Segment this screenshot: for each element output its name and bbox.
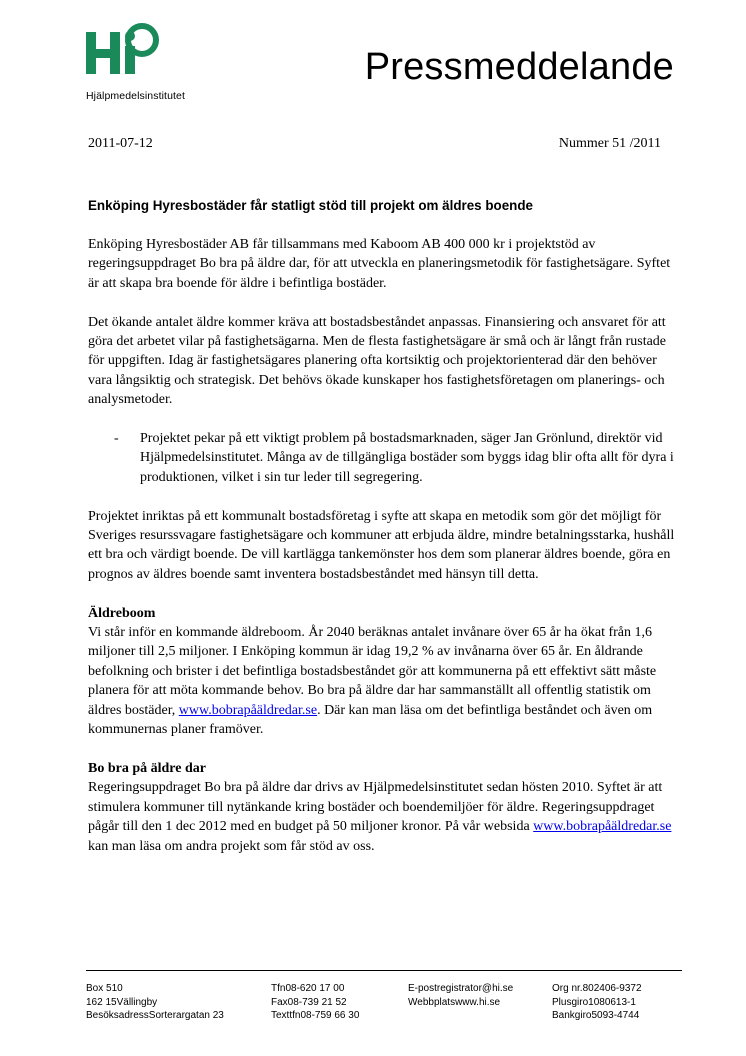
footer-line: 162 15Vällingby xyxy=(86,996,158,1008)
footer-line: Plusgiro1080613-1 xyxy=(552,996,636,1008)
footer-email[interactable]: E-postregistrator@hi.se xyxy=(408,983,514,994)
footer-line: BesöksadressSorterargatan 23 xyxy=(86,1010,224,1021)
footer-line: Bankgiro5093-4744 xyxy=(552,1010,640,1021)
footer-website[interactable]: Webbplatswww.hi.se xyxy=(408,996,501,1008)
section-text: Vi står inför en kommande äldreboom. År 2040 beräknas antalet invånare över 65 år ha ökat från 1,6 miljoner till 2,5 miljoner. I Enköping kommun är idag 19,2 % av invånarna över 65 år. En åldrande befolkning och brister i det befintliga bostadsbeståndet gör att kommunerna på ett effektivt sätt måste planera för att möta kommande behov. Bo bra på äldre dar har sammanställt all offentlig statistik om äldres bostäder, xyxy=(88,625,657,718)
release-date: 2011-07-12 xyxy=(88,136,153,151)
footer-divider xyxy=(86,970,682,971)
bullet-dash: - xyxy=(114,431,119,447)
section-text: Regeringsuppdraget Bo bra på äldre dar drivs av Hjälpmedelsinstitutet sedan hösten 2010. Syftet är att stimulera kommuner till nytänkande kring bostäder och boendemiljöer för äldre. Regeringsuppdraget pågår till den 1 dec 2012 med en budget på 50 miljoner kronor. På vår websida xyxy=(88,780,663,835)
section-bo-bra xyxy=(88,759,680,856)
footer-contact xyxy=(408,982,513,1009)
page-title: Pressmeddelande xyxy=(364,46,674,88)
headline: Enköping Hyresbostäder får statligt stöd till projekt om äldres boende xyxy=(88,198,533,213)
paragraph-2: Det ökande antalet äldre kommer kräva att bostadsbeståndet anpassas. Finansiering och ansvaret för att göra det arbetet vilar på fastighetsägarna. Men de flesta fastighetsägare är små och är långt från rustade för uppgiften. Idag är fastighetsägares planering ofta kortsiktig och projektorienterad där den behöver vara långsiktig och strategisk. Det behövs ökade kunskaper hos fastighetsföretagen om planerings- och analysmetoder. xyxy=(88,314,667,408)
quote-bullet xyxy=(114,429,680,487)
article-body xyxy=(88,235,680,875)
footer-line: Fax08-739 21 52 xyxy=(271,996,347,1008)
footer-line: Tfn08-620 17 00 xyxy=(271,983,345,994)
footer-address xyxy=(86,982,224,1023)
paragraph-1: Enköping Hyresbostäder AB får tillsammans med Kaboom AB 400 000 kr i projektstöd av regeringsuppdraget Bo bra på äldre dar, för att utveckla en planeringsmetodik för fastighetsägare. Syftet är att skapa bra boende för äldre i befintliga bostäder. xyxy=(88,237,671,291)
footer-bank xyxy=(552,982,642,1023)
section-text: . Där kan man läsa om det befintliga beståndet och även om kommunernas planer framöver. xyxy=(88,702,653,738)
website-link[interactable]: www.bobrapåäldredar.se xyxy=(533,819,672,835)
website-link[interactable]: www.bobrapåäldredar.se xyxy=(178,702,318,718)
footer-line: Org nr.802406-9372 xyxy=(552,983,642,994)
section-text: kan man läsa om andra projekt som får stöd av oss. xyxy=(88,838,375,854)
footer-phone xyxy=(271,982,359,1023)
quote-text: Projektet pekar på ett viktigt problem på bostadsmarknaden, säger Jan Grönlund, direktör vid Hjälpmedelsinstitutet. Många av de tillgängliga bostäder som byggs idag blir ofta allt för dyra i produktionen, vilket i sin tur leder till segregering. xyxy=(140,431,674,485)
footer-line: Texttfn08-759 66 30 xyxy=(271,1010,360,1021)
paragraph-3: Projektet inriktas på ett kommunalt bostadsföretag i syfte att skapa en metodik som gör det möjligt för Sveriges resurssvagare fastighetsägare och kommuner att erbjuda äldre, mindre betalningsstarka, hushåll ett bra och värdigt boende. De vill kartlägga tankemönster hos dem som planerar äldres boende, göra en prognos av äldres boende samt inventera bostadsbeståndet med hänsyn till detta. xyxy=(88,508,675,582)
release-number: Nummer 51 /2011 xyxy=(558,136,661,151)
section-heading: Bo bra på äldre dar xyxy=(88,760,206,776)
logo-text: Hjälpmedelsinstitutet xyxy=(86,90,185,102)
section-aldreboom xyxy=(88,604,680,740)
footer-line: Box 510 xyxy=(86,983,123,994)
section-heading: Äldreboom xyxy=(88,605,156,621)
hi-logo-icon xyxy=(86,22,162,86)
